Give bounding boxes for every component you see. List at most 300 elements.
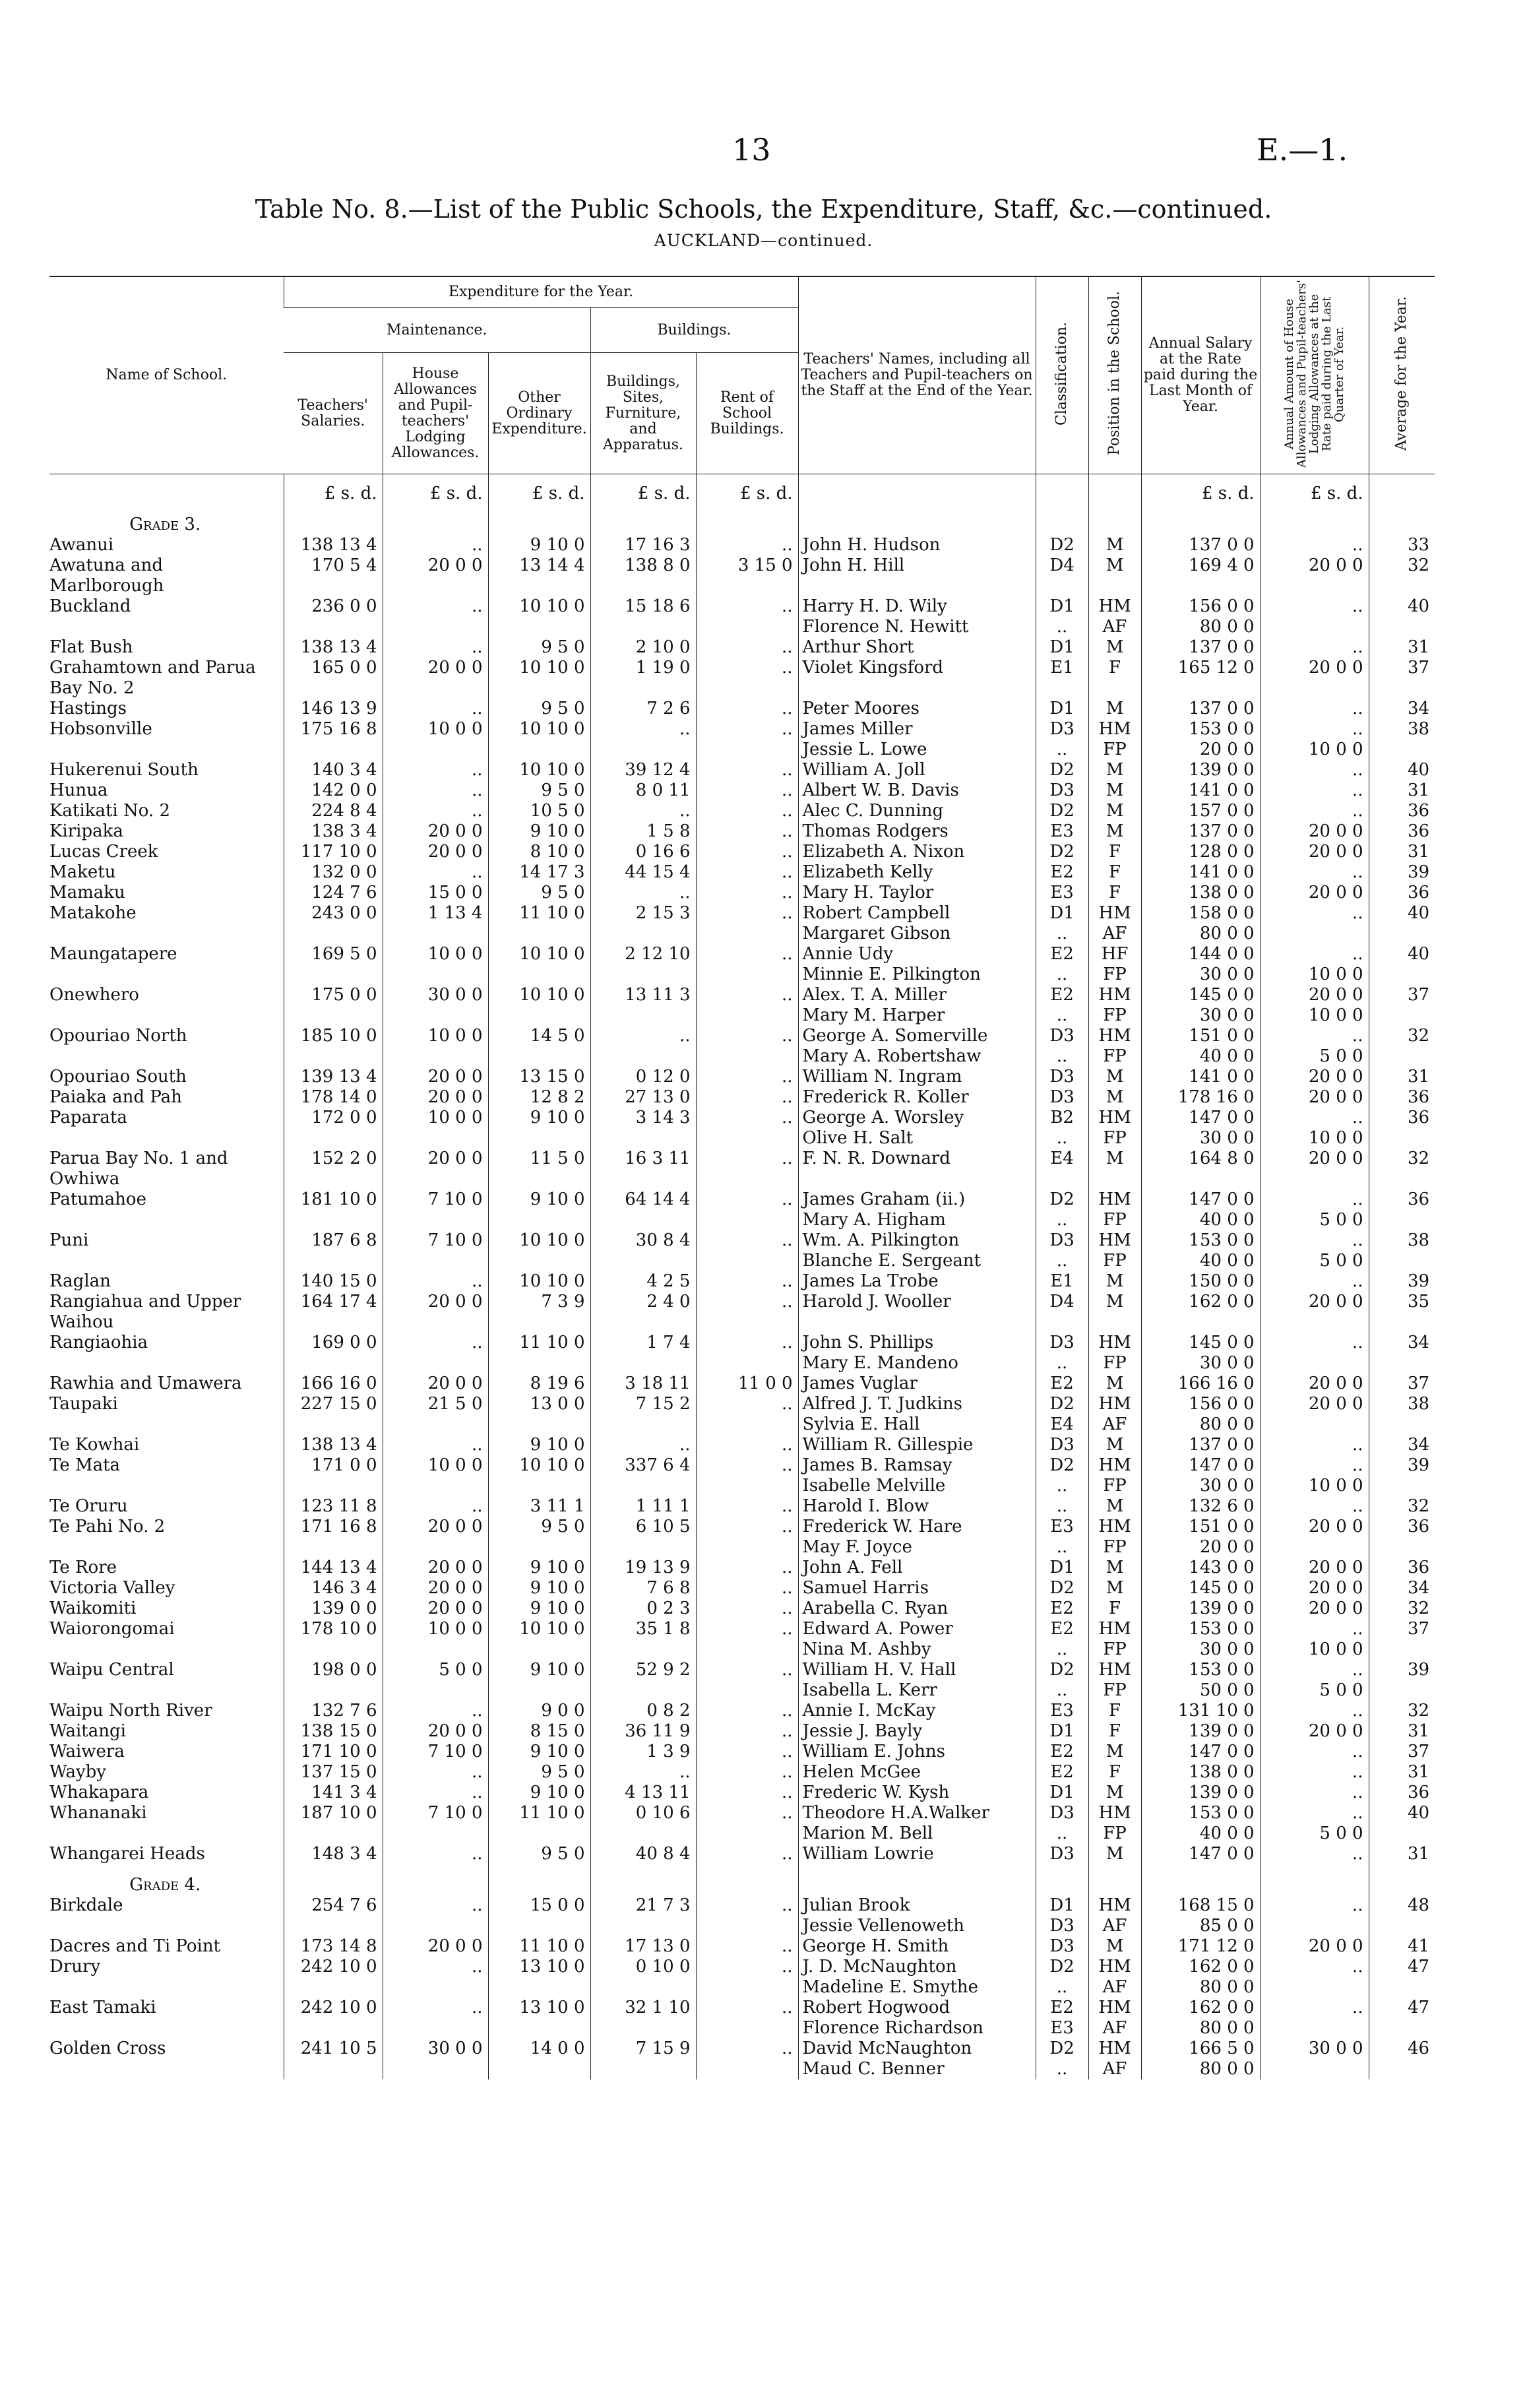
allowance-amount: 5 0 0 xyxy=(1260,1680,1369,1701)
rent xyxy=(696,1537,798,1558)
classification: .. xyxy=(1036,1128,1088,1149)
table-row xyxy=(49,1998,1435,2018)
classification: D1 xyxy=(1036,637,1088,658)
average-attendance: 37 xyxy=(1369,985,1435,1005)
position: AF xyxy=(1088,1916,1141,1936)
buildings-sites: 6 10 5 xyxy=(590,1517,696,1537)
teachers-salaries: 181 10 0 xyxy=(284,1189,383,1210)
header-house-allowances: House Allowances and Pupil-teachers' Lodging Allowances. xyxy=(383,353,488,474)
buildings-sites: 16 3 11 xyxy=(590,1149,696,1189)
other-expenditure xyxy=(488,1046,590,1067)
teachers-salaries xyxy=(284,1353,383,1374)
position: M xyxy=(1088,1496,1141,1517)
allowance-amount: 20 0 0 xyxy=(1260,1394,1369,1414)
house-allowances: 20 0 0 xyxy=(383,658,488,699)
other-expenditure: 9 5 0 xyxy=(488,699,590,719)
house-allowances: .. xyxy=(383,1496,488,1517)
teachers-salaries: 187 10 0 xyxy=(284,1803,383,1823)
buildings-sites xyxy=(590,1210,696,1230)
teachers-salaries: 138 13 4 xyxy=(284,1435,383,1455)
other-expenditure: 9 5 0 xyxy=(488,1517,590,1537)
position: M xyxy=(1088,1087,1141,1108)
empty-cell xyxy=(1260,1864,1369,1895)
buildings-sites: 52 9 2 xyxy=(590,1660,696,1680)
annual-salary: 147 0 0 xyxy=(1141,1189,1260,1210)
unit-cell: £ s. d. xyxy=(488,474,590,505)
teacher-name: Blanche E. Sergeant xyxy=(798,1251,1036,1271)
annual-salary: 30 0 0 xyxy=(1141,965,1260,985)
allowance-amount: .. xyxy=(1260,1742,1369,1762)
teacher-name: William E. Johns xyxy=(798,1742,1036,1762)
table-row xyxy=(49,965,1435,985)
table-row xyxy=(49,1599,1435,1619)
rent: .. xyxy=(696,1087,798,1108)
table-row xyxy=(49,1558,1435,1578)
annual-salary: 80 0 0 xyxy=(1141,2059,1260,2079)
buildings-sites xyxy=(590,1046,696,1067)
school-name: Dacres and Ti Point xyxy=(49,1936,221,1956)
other-expenditure xyxy=(488,1537,590,1558)
average-attendance: 36 xyxy=(1369,1108,1435,1128)
header-bsfa: Buildings, Sites, Furniture, and Apparatus. xyxy=(590,353,696,474)
other-expenditure xyxy=(488,1353,590,1374)
rent: .. xyxy=(696,1762,798,1783)
teacher-name: Harold J. Wooller xyxy=(798,1292,1036,1333)
annual-salary: 147 0 0 xyxy=(1141,1742,1260,1762)
classification: E2 xyxy=(1036,1762,1088,1783)
teachers-salaries: 242 10 0 xyxy=(284,1998,383,2018)
position: M xyxy=(1088,1578,1141,1599)
average-attendance: 34 xyxy=(1369,1578,1435,1599)
table-row xyxy=(49,1333,1435,1353)
annual-salary: 139 0 0 xyxy=(1141,1721,1260,1742)
average-attendance: 36 xyxy=(1369,821,1435,842)
classification: .. xyxy=(1036,1496,1088,1517)
buildings-sites: 19 13 9 xyxy=(590,1558,696,1578)
unit-cell: £ s. d. xyxy=(284,474,383,505)
school-name: Golden Cross xyxy=(49,2039,166,2058)
position: FP xyxy=(1088,740,1141,760)
teachers-salaries: 178 10 0 xyxy=(284,1619,383,1639)
position: F xyxy=(1088,883,1141,903)
school-name: Te Mata xyxy=(49,1455,121,1475)
allowance-amount: 20 0 0 xyxy=(1260,1374,1369,1394)
teacher-name: Mary H. Taylor xyxy=(798,883,1036,903)
house-allowances xyxy=(383,2018,488,2039)
rent: .. xyxy=(696,1149,798,1189)
allowance-amount: 20 0 0 xyxy=(1260,1087,1369,1108)
average-attendance: 40 xyxy=(1369,760,1435,780)
buildings-sites: 1 11 1 xyxy=(590,1496,696,1517)
average-attendance: 31 xyxy=(1369,1844,1435,1864)
annual-salary: 164 8 0 xyxy=(1141,1149,1260,1189)
classification: D2 xyxy=(1036,1394,1088,1414)
position: FP xyxy=(1088,1353,1141,1374)
position: HM xyxy=(1088,1108,1141,1128)
position: HM xyxy=(1088,1333,1141,1353)
average-attendance xyxy=(1369,1639,1435,1660)
house-allowances: 20 0 0 xyxy=(383,1067,488,1087)
grade-heading-row xyxy=(49,1864,1435,1895)
annual-salary: 145 0 0 xyxy=(1141,985,1260,1005)
other-expenditure: 9 10 0 xyxy=(488,1660,590,1680)
buildings-sites: 30 8 4 xyxy=(590,1230,696,1251)
teachers-salaries: 236 0 0 xyxy=(284,596,383,617)
rent: .. xyxy=(696,1230,798,1251)
table-row xyxy=(49,842,1435,862)
average-attendance: 38 xyxy=(1369,719,1435,740)
school-name: Maungatapere xyxy=(49,944,177,964)
average-attendance: 37 xyxy=(1369,1742,1435,1762)
rent: .. xyxy=(696,1455,798,1476)
table-row xyxy=(49,2059,1435,2079)
average-attendance: 40 xyxy=(1369,944,1435,965)
average-attendance: 31 xyxy=(1369,1067,1435,1087)
buildings-sites xyxy=(590,1639,696,1660)
average-attendance xyxy=(1369,965,1435,985)
house-allowances: 20 0 0 xyxy=(383,821,488,842)
allowance-amount xyxy=(1260,1537,1369,1558)
grade-heading-row xyxy=(49,504,1435,535)
school-name: Raglan xyxy=(49,1271,111,1291)
other-expenditure: 12 8 2 xyxy=(488,1087,590,1108)
teachers-salaries xyxy=(284,617,383,637)
position: HM xyxy=(1088,1230,1141,1251)
rent xyxy=(696,1414,798,1435)
table-row xyxy=(49,1005,1435,1026)
empty-cell xyxy=(1141,1864,1260,1895)
table-row xyxy=(49,1762,1435,1783)
teachers-salaries xyxy=(284,1680,383,1701)
other-expenditure: 11 10 0 xyxy=(488,1803,590,1823)
classification: D1 xyxy=(1036,1558,1088,1578)
table-row xyxy=(49,555,1435,596)
teacher-name: James La Trobe xyxy=(798,1271,1036,1292)
position: HM xyxy=(1088,719,1141,740)
teachers-salaries xyxy=(284,1210,383,1230)
average-attendance xyxy=(1369,740,1435,760)
buildings-sites: 40 8 4 xyxy=(590,1844,696,1864)
teacher-name: Olive H. Salt xyxy=(798,1128,1036,1149)
teachers-salaries xyxy=(284,1977,383,1998)
house-allowances: 10 0 0 xyxy=(383,1455,488,1476)
rent xyxy=(696,1128,798,1149)
buildings-sites: .. xyxy=(590,1026,696,1046)
teacher-name: John H. Hill xyxy=(798,555,1036,596)
teacher-name: Maud C. Benner xyxy=(798,2059,1036,2079)
school-name: Hunua xyxy=(49,780,108,800)
teacher-name: Mary E. Mandeno xyxy=(798,1353,1036,1374)
annual-salary: 178 16 0 xyxy=(1141,1087,1260,1108)
teacher-name: John H. Hudson xyxy=(798,535,1036,555)
classification: D2 xyxy=(1036,1189,1088,1210)
allowance-amount: .. xyxy=(1260,1701,1369,1721)
rent: .. xyxy=(696,1998,798,2018)
table-row xyxy=(49,1251,1435,1271)
buildings-sites xyxy=(590,1476,696,1496)
rent: .. xyxy=(696,1496,798,1517)
average-attendance: 39 xyxy=(1369,1660,1435,1680)
other-expenditure: 14 5 0 xyxy=(488,1026,590,1046)
classification: E3 xyxy=(1036,821,1088,842)
teachers-salaries: 138 3 4 xyxy=(284,821,383,842)
annual-salary: 145 0 0 xyxy=(1141,1578,1260,1599)
rent: .. xyxy=(696,699,798,719)
buildings-sites: 4 2 5 xyxy=(590,1271,696,1292)
other-expenditure: 14 0 0 xyxy=(488,2039,590,2059)
annual-salary: 156 0 0 xyxy=(1141,1394,1260,1414)
empty-cell xyxy=(1088,504,1141,535)
annual-salary: 40 0 0 xyxy=(1141,1046,1260,1067)
house-allowances: .. xyxy=(383,760,488,780)
position: M xyxy=(1088,1271,1141,1292)
buildings-sites xyxy=(590,1823,696,1844)
classification: .. xyxy=(1036,965,1088,985)
teacher-name: Jessie Vellenoweth xyxy=(798,1916,1036,1936)
position: FP xyxy=(1088,1476,1141,1496)
table-row xyxy=(49,740,1435,760)
position: F xyxy=(1088,658,1141,699)
rent: .. xyxy=(696,1108,798,1128)
empty-cell xyxy=(284,1864,383,1895)
other-expenditure xyxy=(488,924,590,944)
other-expenditure xyxy=(488,2018,590,2039)
school-name: Opouriao South xyxy=(49,1067,187,1087)
teacher-name: John A. Fell xyxy=(798,1558,1036,1578)
table-row xyxy=(49,1639,1435,1660)
table-row xyxy=(49,1660,1435,1680)
position: M xyxy=(1088,1558,1141,1578)
school-name xyxy=(49,965,284,985)
position: M xyxy=(1088,1435,1141,1455)
annual-salary: 144 0 0 xyxy=(1141,944,1260,965)
allowance-amount: .. xyxy=(1260,1957,1369,1977)
header-maintenance: Maintenance. xyxy=(284,308,590,353)
table-row xyxy=(49,1844,1435,1864)
classification: E4 xyxy=(1036,1149,1088,1189)
allowance-amount xyxy=(1260,1353,1369,1374)
table-row xyxy=(49,1578,1435,1599)
annual-salary: 20 0 0 xyxy=(1141,1537,1260,1558)
house-allowances: 20 0 0 xyxy=(383,1292,488,1333)
house-allowances: .. xyxy=(383,596,488,617)
position: FP xyxy=(1088,1251,1141,1271)
school-name: Waiorongomai xyxy=(49,1619,175,1639)
table-row xyxy=(49,1823,1435,1844)
other-expenditure xyxy=(488,1680,590,1701)
teachers-salaries: 140 15 0 xyxy=(284,1271,383,1292)
allowance-amount: 10 0 0 xyxy=(1260,1005,1369,1026)
teachers-salaries: 152 2 0 xyxy=(284,1149,383,1189)
allowance-amount: .. xyxy=(1260,903,1369,924)
annual-salary: 153 0 0 xyxy=(1141,1660,1260,1680)
empty-cell xyxy=(1369,504,1435,535)
buildings-sites: 8 0 11 xyxy=(590,780,696,801)
classification: D2 xyxy=(1036,1455,1088,1476)
table-title: Table No. 8.—List of the Public Schools, the Expenditure, Staff, &c.—continued. xyxy=(255,195,1272,224)
average-attendance xyxy=(1369,2018,1435,2039)
table-row xyxy=(49,1067,1435,1087)
allowance-amount: .. xyxy=(1260,1026,1369,1046)
allowance-amount: .. xyxy=(1260,1189,1369,1210)
annual-salary: 30 0 0 xyxy=(1141,1128,1260,1149)
allowance-amount: 20 0 0 xyxy=(1260,1599,1369,1619)
annual-salary: 80 0 0 xyxy=(1141,2018,1260,2039)
table-row xyxy=(49,699,1435,719)
annual-salary: 137 0 0 xyxy=(1141,821,1260,842)
empty-cell xyxy=(590,1864,696,1895)
average-attendance: 35 xyxy=(1369,1292,1435,1333)
classification: .. xyxy=(1036,924,1088,944)
buildings-sites: 0 8 2 xyxy=(590,1701,696,1721)
buildings-sites: 2 12 10 xyxy=(590,944,696,965)
teacher-name: James Miller xyxy=(798,719,1036,740)
classification: .. xyxy=(1036,1537,1088,1558)
allowance-amount: 20 0 0 xyxy=(1260,1558,1369,1578)
table-row xyxy=(49,1374,1435,1394)
table-row xyxy=(49,535,1435,555)
allowance-amount: 30 0 0 xyxy=(1260,2039,1369,2059)
empty-cell xyxy=(1036,1864,1088,1895)
table-row xyxy=(49,1128,1435,1149)
rent: .. xyxy=(696,1067,798,1087)
header-classification: Classification. xyxy=(1036,276,1088,474)
other-expenditure: 11 10 0 xyxy=(488,1936,590,1957)
buildings-sites: 3 14 3 xyxy=(590,1108,696,1128)
allowance-amount: 10 0 0 xyxy=(1260,1639,1369,1660)
teacher-name: William N. Ingram xyxy=(798,1067,1036,1087)
position: HM xyxy=(1088,985,1141,1005)
house-allowances xyxy=(383,1680,488,1701)
other-expenditure xyxy=(488,1128,590,1149)
classification: B2 xyxy=(1036,1108,1088,1128)
house-allowances: 20 0 0 xyxy=(383,1936,488,1957)
empty-cell xyxy=(488,504,590,535)
average-attendance: 36 xyxy=(1369,1558,1435,1578)
allowance-amount: .. xyxy=(1260,1619,1369,1639)
teacher-name: James Graham (ii.) xyxy=(798,1189,1036,1210)
allowance-amount: 20 0 0 xyxy=(1260,1936,1369,1957)
teacher-name: Florence Richardson xyxy=(798,2018,1036,2039)
position: M xyxy=(1088,699,1141,719)
classification: D4 xyxy=(1036,1292,1088,1333)
allowance-amount: .. xyxy=(1260,1455,1369,1476)
position: M xyxy=(1088,1374,1141,1394)
teachers-salaries xyxy=(284,1916,383,1936)
table-row xyxy=(49,1046,1435,1067)
buildings-sites: 0 10 0 xyxy=(590,1957,696,1977)
allowance-amount: 20 0 0 xyxy=(1260,658,1369,699)
teachers-salaries: 146 13 9 xyxy=(284,699,383,719)
school-name xyxy=(49,1005,284,1026)
teacher-name: Alec C. Dunning xyxy=(798,801,1036,821)
other-expenditure: 9 10 0 xyxy=(488,1189,590,1210)
rent: .. xyxy=(696,1578,798,1599)
school-name: Puni xyxy=(49,1230,89,1250)
annual-salary: 80 0 0 xyxy=(1141,924,1260,944)
position: AF xyxy=(1088,924,1141,944)
school-name xyxy=(49,1977,284,1998)
teacher-name: Violet Kingsford xyxy=(798,658,1036,699)
other-expenditure: 10 10 0 xyxy=(488,944,590,965)
teacher-name: William R. Gillespie xyxy=(798,1435,1036,1455)
buildings-sites: 7 15 2 xyxy=(590,1394,696,1414)
house-allowances: 7 10 0 xyxy=(383,1230,488,1251)
average-attendance: 36 xyxy=(1369,1517,1435,1537)
buildings-sites: 2 4 0 xyxy=(590,1292,696,1333)
annual-salary: 137 0 0 xyxy=(1141,699,1260,719)
teacher-name: Frederick R. Koller xyxy=(798,1087,1036,1108)
position: HM xyxy=(1088,1803,1141,1823)
other-expenditure: 8 19 6 xyxy=(488,1374,590,1394)
teachers-salaries: 146 3 4 xyxy=(284,1578,383,1599)
position: FP xyxy=(1088,1210,1141,1230)
empty-cell xyxy=(383,1864,488,1895)
table-row xyxy=(49,903,1435,924)
classification: D1 xyxy=(1036,1721,1088,1742)
other-expenditure: 13 14 4 xyxy=(488,555,590,596)
other-expenditure: 10 10 0 xyxy=(488,719,590,740)
rent: .. xyxy=(696,1026,798,1046)
table-body xyxy=(49,474,1435,2080)
other-expenditure: 9 5 0 xyxy=(488,1762,590,1783)
classification: D1 xyxy=(1036,1783,1088,1803)
allowance-amount: .. xyxy=(1260,596,1369,617)
position: M xyxy=(1088,1742,1141,1762)
teacher-name: Annie I. McKay xyxy=(798,1701,1036,1721)
school-name: Mamaku xyxy=(49,883,125,903)
teacher-name: Isabelle Melville xyxy=(798,1476,1036,1496)
average-attendance: 32 xyxy=(1369,1149,1435,1189)
allowance-amount: 20 0 0 xyxy=(1260,821,1369,842)
teachers-salaries: 148 3 4 xyxy=(284,1844,383,1864)
table-row xyxy=(49,1189,1435,1210)
house-allowances: 10 0 0 xyxy=(383,944,488,965)
rent: .. xyxy=(696,821,798,842)
other-expenditure: 13 0 0 xyxy=(488,1394,590,1414)
buildings-sites xyxy=(590,1916,696,1936)
teachers-salaries: 173 14 8 xyxy=(284,1936,383,1957)
teachers-salaries: 178 14 0 xyxy=(284,1087,383,1108)
position: F xyxy=(1088,1701,1141,1721)
allowance-amount: .. xyxy=(1260,637,1369,658)
other-expenditure xyxy=(488,740,590,760)
teachers-salaries xyxy=(284,924,383,944)
header-teachers-salaries: Teachers' Salaries. xyxy=(284,353,383,474)
average-attendance: 37 xyxy=(1369,658,1435,699)
annual-salary: 128 0 0 xyxy=(1141,842,1260,862)
average-attendance xyxy=(1369,1128,1435,1149)
school-name: Waikomiti xyxy=(49,1599,137,1618)
rent: .. xyxy=(696,1895,798,1916)
average-attendance: 33 xyxy=(1369,535,1435,555)
annual-salary: 153 0 0 xyxy=(1141,1803,1260,1823)
house-allowances: .. xyxy=(383,862,488,883)
rent xyxy=(696,1251,798,1271)
position: HM xyxy=(1088,1189,1141,1210)
table-row xyxy=(49,760,1435,780)
teacher-name: Robert Campbell xyxy=(798,903,1036,924)
school-name: Waitangi xyxy=(49,1721,126,1741)
allowance-amount: .. xyxy=(1260,780,1369,801)
school-name: Hastings xyxy=(49,699,127,718)
unit-cell xyxy=(49,474,284,505)
position: FP xyxy=(1088,1537,1141,1558)
table-row xyxy=(49,1271,1435,1292)
average-attendance: 47 xyxy=(1369,1957,1435,1977)
table-row xyxy=(49,596,1435,617)
school-name xyxy=(49,1128,284,1149)
